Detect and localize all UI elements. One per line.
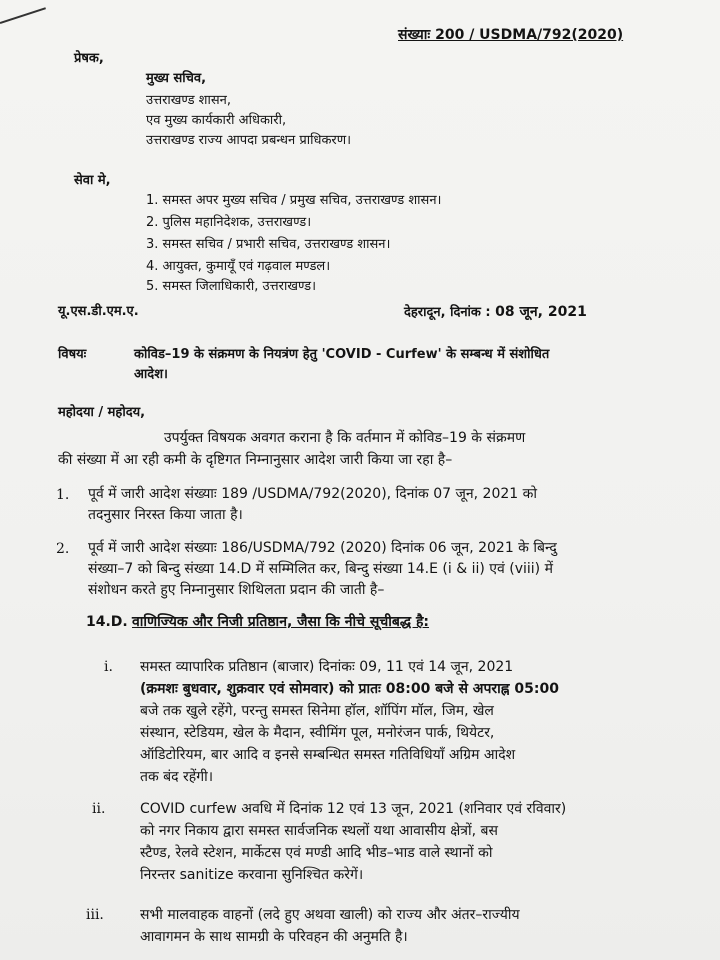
subpoint-line: को नगर निकाय द्वारा समस्त सार्वजनिक स्थलों यथा आवासीय क्षेत्रों, बस bbox=[140, 823, 499, 839]
subpoint-line: स्टैण्ड, रेलवे स्टेशन, मार्केटस एवं मण्डी आदि भीड–भाड वाले स्थानों को bbox=[140, 845, 493, 861]
issue-date: 08 जून, 2021 bbox=[495, 304, 587, 320]
place-date-prefix: देहरादून, दिनांक : bbox=[404, 305, 496, 320]
subpoint-line: COVID curfew अवधि में दिनांक 12 एवं 13 जून, 2021 (शनिवार एवं रविवार) bbox=[140, 801, 567, 817]
subpoint-line: संस्थान, स्टेडियम, खेल के मैदान, स्वीमिंग पूल, मनोरंजन पार्क, थियेटर, bbox=[140, 725, 495, 741]
subpoint-line: आवागमन के साथ सामग्री के परिवहन की अनुमति है। bbox=[140, 929, 408, 945]
point-number: 1. bbox=[56, 487, 70, 503]
sender-line: उत्तराखण्ड शासन, bbox=[146, 93, 232, 108]
point-number: 2. bbox=[56, 541, 70, 557]
sender-line: मुख्य सचिव, bbox=[146, 71, 207, 86]
point-1 bbox=[88, 484, 648, 526]
recipient-line: 5. समस्त जिलाधिकारी, उत्तराखण्ड। bbox=[146, 279, 317, 294]
recipients-label: सेवा मे, bbox=[74, 173, 111, 188]
sender-line: उत्तराखण्ड राज्य आपदा प्रबन्धन प्राधिकरण। bbox=[146, 133, 352, 148]
subpoint-i bbox=[140, 656, 660, 788]
subject-label: विषयः bbox=[58, 347, 87, 362]
intro-line: की संख्या में आ रही कमी के दृष्टिगत निम्नानुसार आदेश जारी किया जा रहा है– bbox=[58, 452, 453, 468]
office-code: यू.एस.डी.एम.ए. bbox=[58, 304, 139, 319]
recipient-line: 4. आयुक्त, कुमायूँ एवं गढ़वाल मण्डल। bbox=[146, 259, 331, 274]
reference-number: संख्याः 200 / USDMA/792(2020) bbox=[398, 27, 624, 43]
point-line: पूर्व में जारी आदेश संख्याः 189 /USDMA/792(2020), दिनांक 07 जून, 2021 को bbox=[88, 486, 538, 502]
subpoint-iii bbox=[140, 904, 660, 948]
subject-line: कोविड–19 के संक्रमण के नियत्रंण हेतु 'COVID - Curfew' के सम्बन्ध में संशोधित bbox=[134, 347, 550, 362]
subpoint-number: i. bbox=[104, 659, 113, 675]
subpoint-line: निरन्तर sanitize करवाना सुनिश्चित करेगें। bbox=[140, 867, 364, 883]
subpoint-number: ii. bbox=[92, 801, 106, 817]
section-number: 14.D. bbox=[86, 614, 128, 630]
intro-line: उपर्युक्त विषयक अवगत कराना है कि वर्तमान में कोविड–19 के संक्रमण bbox=[164, 430, 526, 446]
section-title: वाणिज्यिक और निजी प्रतिष्ठान, जैसा कि नीचे सूचीबद्ध है: bbox=[132, 614, 429, 630]
place-date bbox=[404, 303, 587, 322]
subpoint-ii bbox=[140, 798, 660, 886]
subpoint-line: ऑडिटोरियम, बार आदि व इनसे सम्बन्धित समस्त गतिविधियाँ अग्रिम आदेश bbox=[140, 747, 516, 763]
salutation: महोदया / महोदय, bbox=[58, 405, 146, 420]
subpoint-line: बजे तक खुले रहेंगे, परन्तु समस्त सिनेमा हॉल, शॉपिंग मॉल, जिम, खेल bbox=[140, 703, 494, 719]
sender-line: एव मुख्य कार्यकारी अधिकारी, bbox=[146, 113, 287, 128]
point-line: पूर्व में जारी आदेश संख्याः 186/USDMA/792 (2020) दिनांक 06 जून, 2021 के बिन्दु bbox=[88, 540, 557, 556]
point-line: संशोधन करते हुए निम्नानुसार शिथिलता प्रदान की जाती है– bbox=[88, 582, 385, 598]
subpoint-line: समस्त व्यापारिक प्रतिष्ठान (बाजार) दिनांकः 09, 11 एवं 14 जून, 2021 bbox=[140, 659, 514, 675]
point-line: तदनुसार निरस्त किया जाता है। bbox=[88, 507, 243, 523]
recipient-line: 3. समस्त सचिव / प्रभारी सचिव, उत्तराखण्ड शासन। bbox=[146, 237, 391, 252]
point-line: संख्या–7 को बिन्दु संख्या 14.D में सम्मिलित कर, बिन्दु संख्या 14.E (i & ii) एवं (viii) में bbox=[88, 561, 553, 577]
subpoint-line: तक बंद रहेंगी। bbox=[140, 769, 214, 785]
subject-line: आदेश। bbox=[134, 367, 168, 382]
subpoint-line: (क्रमशः बुधवार, शुक्रवार एवं सोमवार) को प्रातः 08:00 बजे से अपराह्न 05:00 bbox=[140, 681, 559, 697]
subpoint-line: सभी मालवाहक वाहनों (लदे हुए अथवा खाली) को राज्य और अंतर–राज्यीय bbox=[140, 907, 520, 923]
subpoint-number: iii. bbox=[86, 907, 104, 923]
sender-label: प्रेषक, bbox=[74, 51, 104, 66]
recipient-line: 1. समस्त अपर मुख्य सचिव / प्रमुख सचिव, उत्तराखण्ड शासन। bbox=[146, 193, 442, 208]
point-2 bbox=[88, 538, 648, 601]
recipient-line: 2. पुलिस महानिदेशक, उत्तराखण्ड। bbox=[146, 215, 312, 230]
pen-mark bbox=[0, 7, 46, 24]
